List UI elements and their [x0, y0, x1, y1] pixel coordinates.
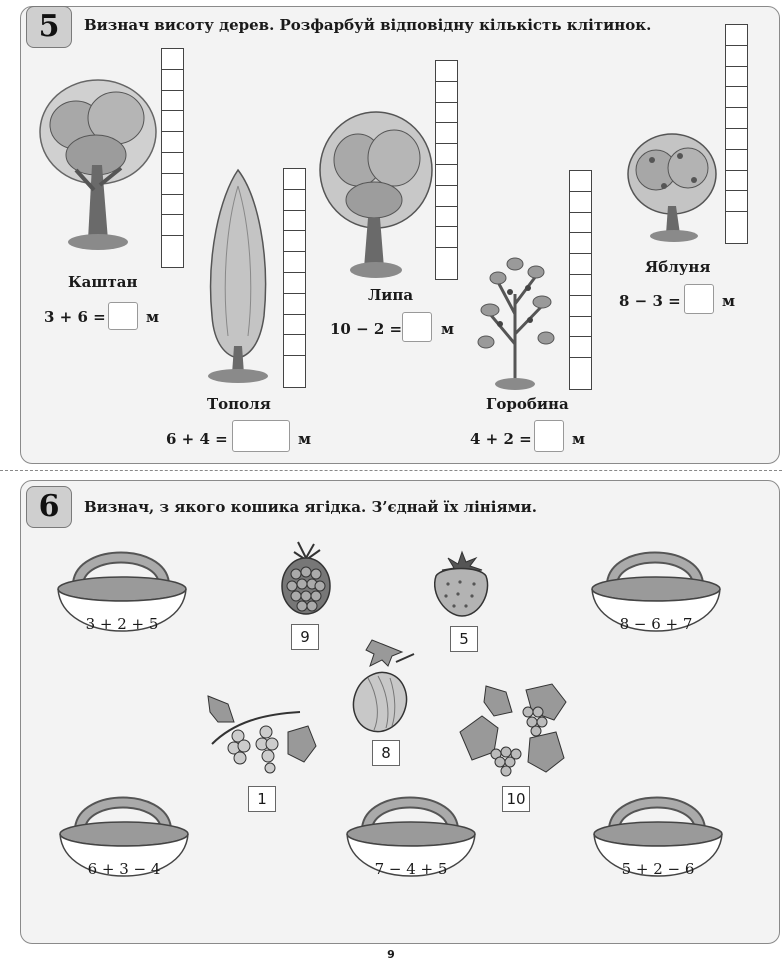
blackberry-icon[interactable] — [276, 538, 336, 616]
strawberry-icon[interactable] — [428, 546, 494, 618]
page-number: 9 — [387, 948, 395, 961]
basket-icon — [58, 800, 190, 900]
task-6-number: 6 — [26, 486, 72, 528]
gooseberry-icon[interactable] — [352, 636, 422, 736]
task-5-number: 5 — [26, 6, 72, 48]
basket-icon — [590, 555, 722, 655]
unit-poplar: м — [298, 430, 312, 448]
tree-name-apple: Яблуня — [645, 258, 711, 276]
berry-label-raspberry: 10 — [502, 786, 530, 812]
basket-2[interactable] — [590, 555, 722, 655]
basket-expression: 8 − 6 + 7 — [619, 615, 693, 633]
basket-expression: 3 + 2 + 5 — [85, 615, 159, 633]
equation-rowan: 4 + 2 = — [470, 430, 532, 448]
equation-chestnut: 3 + 6 = — [44, 308, 106, 326]
answer-box-poplar[interactable] — [232, 420, 290, 452]
answer-box-rowan[interactable] — [534, 420, 564, 452]
unit-chestnut: м — [146, 308, 160, 326]
basket-3[interactable] — [58, 800, 190, 900]
tree-name-rowan: Горобина — [486, 395, 569, 413]
tree-name-poplar: Тополя — [207, 395, 271, 413]
raspberry-icon[interactable] — [456, 682, 570, 778]
answer-box-linden[interactable] — [402, 312, 432, 342]
answer-box-apple[interactable] — [684, 284, 714, 314]
poplar-tree-illustration — [198, 166, 278, 386]
linden-tree-illustration — [316, 100, 436, 282]
basket-expression: 6 + 3 − 4 — [87, 860, 161, 878]
unit-linden: м — [441, 320, 455, 338]
unit-rowan: м — [572, 430, 586, 448]
berry-label-strawberry: 5 — [450, 626, 478, 652]
basket-expression: 5 + 2 − 6 — [621, 860, 695, 878]
poplar-height-grid[interactable] — [283, 168, 306, 388]
apple-height-grid[interactable] — [725, 24, 748, 244]
berry-label-currant: 1 — [248, 786, 276, 812]
basket-5[interactable] — [592, 800, 724, 900]
equation-linden: 10 − 2 = — [330, 320, 403, 338]
answer-box-chestnut[interactable] — [108, 302, 138, 330]
chestnut-height-grid[interactable] — [161, 48, 184, 268]
linden-height-grid[interactable] — [435, 60, 458, 280]
tree-name-chestnut: Каштан — [68, 273, 138, 291]
equation-poplar: 6 + 4 = — [166, 430, 228, 448]
chestnut-tree-illustration — [36, 70, 160, 260]
apple-tree-illustration — [624, 130, 720, 246]
task-6-instruction: Визнач, з якого кошика ягідка. З’єднай їх лініями. — [84, 498, 537, 516]
berry-label-blackberry: 9 — [291, 624, 319, 650]
basket-icon — [592, 800, 724, 900]
unit-apple: м — [722, 292, 736, 310]
rowan-tree-illustration — [470, 254, 560, 390]
task-5-instruction: Визнач висоту дерев. Розфарбуй відповідну кількість клітинок. — [84, 16, 652, 34]
berry-label-gooseberry: 8 — [372, 740, 400, 766]
basket-icon — [345, 800, 477, 900]
basket-icon — [56, 555, 188, 655]
basket-4[interactable] — [345, 800, 477, 900]
rowan-height-grid[interactable] — [569, 170, 592, 390]
currant-icon[interactable] — [204, 692, 320, 774]
cut-line — [0, 470, 782, 471]
tree-name-linden: Липа — [368, 286, 414, 304]
basket-1[interactable] — [56, 555, 188, 655]
equation-apple: 8 − 3 = — [619, 292, 681, 310]
basket-expression: 7 − 4 + 5 — [374, 860, 448, 878]
